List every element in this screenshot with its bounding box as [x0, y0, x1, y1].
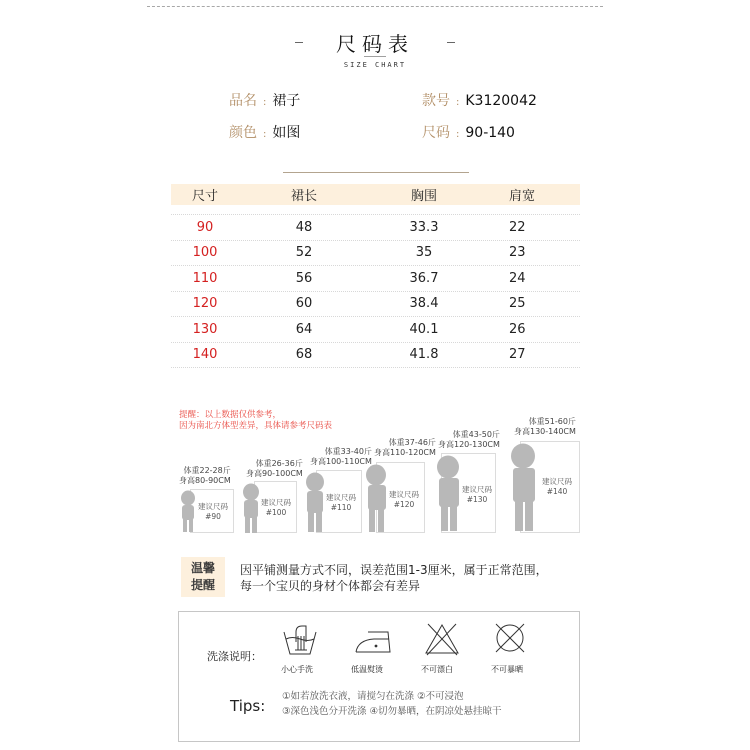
- size-range-value: 90-140: [465, 125, 515, 141]
- hand-wash-label: 小心手洗: [281, 665, 313, 674]
- page-subtitle: SIZE CHART: [343, 61, 407, 69]
- color-field: 颜色 : 如图: [229, 125, 301, 141]
- no-bleach-icon: [424, 622, 460, 656]
- column-header-shoulder: 肩宽: [509, 189, 536, 204]
- color-value: 如图: [272, 125, 301, 141]
- product-name-value: 裙子: [272, 93, 301, 109]
- title-dash-left: [295, 42, 303, 43]
- product-name-key: 品名: [229, 93, 257, 109]
- tips-title: Tips:: [230, 697, 266, 715]
- style-number-field: 款号 : K3120042: [422, 93, 537, 109]
- table-row: 110 56 36.7 24: [171, 266, 580, 292]
- table-row: 120 60 38.4 25: [171, 292, 580, 318]
- figure-weight-height: 体重26-36斤 身高90-100CM: [246, 459, 303, 478]
- title-row: [0, 28, 750, 57]
- size-table-header: [171, 184, 580, 205]
- top-dashed-divider: [147, 6, 603, 7]
- table-row: 140 68 41.8 27: [171, 343, 580, 369]
- size-table: [171, 184, 580, 368]
- child-silhouette-icon: [178, 490, 200, 534]
- hand-wash-icon: [282, 622, 318, 656]
- page-title: 尺码表: [336, 32, 414, 56]
- reminder-badge: 温馨 提醒: [181, 557, 225, 597]
- low-iron-label: 低温熨烫: [351, 665, 383, 674]
- care-title: 洗涤说明：: [207, 650, 262, 663]
- reminder-text: 因平铺测量方式不同，误差范围1-3厘米，属于正常范围， 每一个宝贝的身材个体都会有差异: [240, 563, 548, 593]
- column-header-size: 尺寸: [191, 189, 218, 204]
- size-range-field: 尺码 : 90-140: [422, 125, 515, 141]
- low-iron-icon: [354, 628, 392, 654]
- size-range-key: 尺码: [422, 125, 450, 141]
- no-sun-dry-label: 不可暴晒: [491, 665, 523, 674]
- figure-weight-height: 体重37-46斤 身高110-120CM: [374, 438, 436, 457]
- info-divider: [283, 172, 469, 173]
- figure-weight-height: 体重43-50斤 身高120-130CM: [438, 430, 500, 449]
- figure-weight-height: 体重22-28斤 身高80-90CM: [179, 466, 231, 485]
- column-header-bust: 胸围: [410, 189, 437, 204]
- no-bleach-label: 不可漂白: [421, 665, 453, 674]
- table-row: 90 48 33.3 22: [171, 215, 580, 241]
- tips-text: ①如若放洗衣液，请搅匀在洗涤 ②不可浸泡 ③深色浅色分开洗涤 ④切勿暴晒，在阴凉处悬挂晾干: [282, 691, 502, 717]
- table-row: 130 64 40.1 26: [171, 317, 580, 343]
- style-number-value: K3120042: [465, 93, 537, 109]
- title-underline: [364, 56, 386, 57]
- color-key: 颜色: [229, 125, 257, 141]
- title-dash-right: [447, 42, 455, 43]
- reference-notice: 提醒：以上数据仅供参考， 因为南北方体型差异，具体请参考尺码表: [179, 410, 333, 431]
- column-header-skirt-length: 裙长: [290, 189, 317, 204]
- no-sun-dry-icon: [492, 620, 528, 656]
- product-name-field: 品名 : 裙子: [229, 93, 301, 109]
- table-row: 100 52 35 23: [171, 241, 580, 267]
- figure-weight-height: 体重51-60斤 身高130-140CM: [514, 417, 576, 436]
- figure-weight-height: 体重33-40斤 身高100-110CM: [310, 447, 372, 466]
- style-number-key: 款号: [422, 93, 450, 109]
